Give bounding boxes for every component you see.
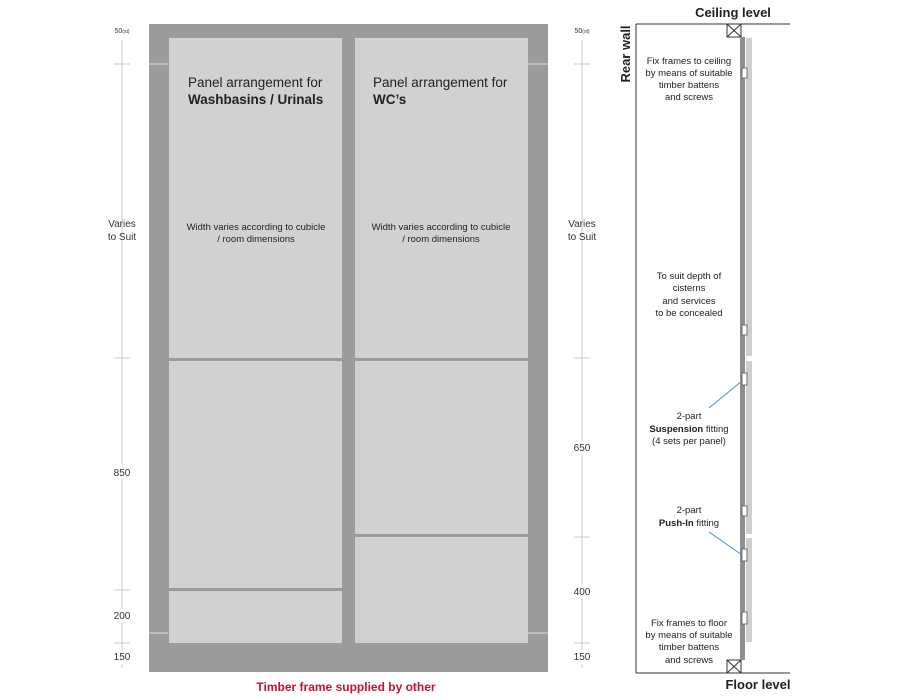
svg-text:by means of suitable: by means of suitable (645, 68, 733, 79)
suspension-leader (709, 381, 742, 408)
svg-text:timber battens: timber battens (658, 80, 720, 91)
floor-level-label: Floor level (725, 677, 791, 692)
panel-middle (355, 361, 528, 534)
panel-title-line1: Panel arrangement for (188, 75, 323, 90)
panel-middle (169, 361, 342, 588)
width-note-line2: / room dimensions (217, 234, 295, 245)
left-dim-200: 200 (113, 611, 131, 622)
right-dim-varies-1: Varies (568, 219, 596, 230)
right-dim-varies-2: to Suit (567, 232, 597, 243)
footer-note: Timber frame supplied by other (256, 680, 436, 694)
fitting-clip (742, 506, 747, 516)
section-panel-upper (746, 38, 752, 356)
svg-text:Fix frames to ceiling: Fix frames to ceiling (646, 56, 732, 67)
right-dim-150: 150 (573, 652, 591, 663)
width-note-line1: Width varies according to cubicle (186, 222, 326, 233)
right-dimension-column (568, 28, 597, 668)
panel-column-wcs (355, 38, 528, 643)
svg-text:and screws: and screws (664, 92, 714, 103)
left-dim-850: 850 (113, 468, 131, 479)
fix-floor-note (645, 618, 732, 666)
panel-bottom (169, 591, 342, 643)
pushin-leader (709, 532, 742, 555)
floor-batten-icon (727, 660, 741, 673)
svg-text:to be concealed: to be concealed (655, 308, 723, 319)
left-dimension-column (108, 28, 137, 668)
panel-title-line1: Panel arrangement for (373, 75, 508, 90)
width-note-line2: / room dimensions (402, 234, 480, 245)
fitting-clip (742, 325, 747, 335)
right-dim-650: 650 (573, 443, 591, 454)
svg-text:timber battens: timber battens (658, 642, 720, 653)
left-dim-top: 50(st) (114, 28, 130, 35)
suspension-fitting-clip (742, 373, 747, 385)
svg-text:and services: and services (662, 296, 716, 307)
left-dim-150: 150 (113, 652, 131, 663)
right-dim-top: 50(st) (574, 28, 590, 35)
ceiling-level-label: Ceiling level (695, 5, 771, 20)
panel-title-line2: WC’s (373, 92, 407, 107)
svg-text:and screws: and screws (664, 655, 714, 666)
left-dim-varies-2: to Suit (107, 232, 137, 243)
svg-text:To suit depth of: To suit depth of (656, 271, 722, 282)
svg-text:(4 sets per panel): (4 sets per panel) (652, 436, 726, 447)
fitting-clip (742, 68, 747, 78)
depth-note (655, 271, 722, 319)
svg-text:Push-In fitting: Push-In fitting (658, 518, 720, 529)
svg-text:cisterns: cisterns (672, 283, 706, 294)
svg-text:Suspension fitting: Suspension fitting (649, 424, 729, 435)
svg-text:2-part: 2-part (676, 505, 702, 516)
rear-wall-label: Rear wall (618, 25, 633, 83)
frame-post (740, 37, 745, 660)
pushin-fitting-note (659, 505, 719, 529)
width-note-line1: Width varies according to cubicle (371, 222, 511, 233)
right-dim-400: 400 (573, 587, 591, 598)
section-view (618, 5, 791, 692)
svg-text:2-part: 2-part (676, 411, 702, 422)
fix-ceiling-note (645, 56, 732, 103)
panel-title-line2: Washbasins / Urinals (188, 92, 324, 107)
panel-bottom (355, 537, 528, 643)
svg-text:by means of suitable: by means of suitable (645, 630, 733, 641)
left-dim-varies-1: Varies (108, 219, 136, 230)
panel-column-washbasins (169, 38, 342, 643)
ceiling-batten-icon (727, 24, 741, 37)
svg-text:Fix frames to floor: Fix frames to floor (650, 618, 728, 629)
pushin-fitting-clip (742, 549, 747, 561)
suspension-fitting-note (649, 411, 728, 447)
fitting-clip (742, 612, 747, 624)
